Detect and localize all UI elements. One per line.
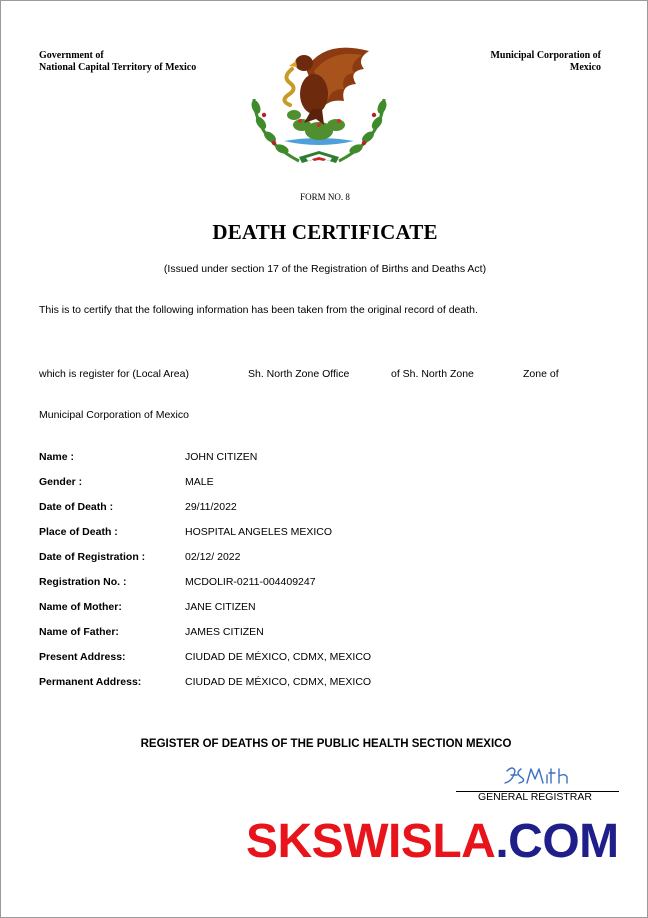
registration-local-area: which is register for (Local Area): [39, 368, 189, 380]
field-value: JOHN CITIZEN: [185, 451, 258, 463]
watermark-logo: [246, 813, 619, 871]
registration-zone: of Sh. North Zone: [391, 368, 474, 380]
field-value: 29/11/2022: [185, 501, 237, 513]
field-value: JANE CITIZEN: [185, 601, 256, 613]
registration-zone-of: Zone of: [523, 368, 559, 380]
field-row-registration-no: [39, 570, 599, 595]
header-government-line2: National Capital Territory of Mexico: [39, 62, 197, 73]
field-value: MCDOLIR-0211-004409247: [185, 576, 316, 588]
watermark-text-main: SKSWISLA: [246, 815, 496, 868]
registrar-title: GENERAL REGISTRAR: [478, 791, 592, 803]
field-row-permanent-address: [39, 670, 599, 695]
registrar-signature: [501, 763, 573, 787]
field-label: Gender :: [39, 476, 83, 488]
field-row-name: [39, 445, 599, 470]
municipal-corporation: Municipal Corporation of Mexico: [39, 409, 189, 421]
mexican-coat-of-arms-eagle-icon: [244, 39, 394, 167]
header-government-line1: Government of: [39, 50, 104, 61]
field-value: MALE: [185, 476, 214, 488]
registration-office: Sh. North Zone Office: [248, 368, 350, 380]
field-label: Registration No. :: [39, 576, 127, 588]
watermark-text-domain: .COM: [495, 815, 619, 868]
field-label: Name :: [39, 451, 75, 463]
field-row-present-address: [39, 645, 599, 670]
field-value: 02/12/ 2022: [185, 551, 241, 563]
field-row-date-of-death: [39, 495, 599, 520]
field-row-name-of-father: [39, 620, 599, 645]
document-subtitle: (Issued under section 17 of the Registration of Births and Deaths Act): [163, 263, 487, 275]
header-municipal-line1: Municipal Corporation of: [490, 50, 601, 61]
field-label: Date of Registration :: [39, 551, 146, 563]
field-value: CIUDAD DE MÉXICO, CDMX, MEXICO: [185, 676, 372, 688]
field-label: Permanent Address:: [39, 676, 142, 688]
field-label: Place of Death :: [39, 526, 118, 538]
field-label: Date of Death :: [39, 501, 114, 513]
field-row-date-of-registration: [39, 545, 599, 570]
header-municipal: [490, 50, 601, 74]
header-government: [39, 50, 196, 74]
header-municipal-line2: Mexico: [569, 62, 601, 73]
document-title: DEATH CERTIFICATE: [212, 220, 438, 244]
record-fields: [39, 445, 599, 695]
field-label: Name of Father:: [39, 626, 119, 638]
field-value: CIUDAD DE MÉXICO, CDMX, MEXICO: [185, 651, 372, 663]
field-row-place-of-death: [39, 520, 599, 545]
field-label: Present Address:: [39, 651, 126, 663]
field-row-name-of-mother: [39, 595, 599, 620]
register-title: REGISTER OF DEATHS OF THE PUBLIC HEALTH SECTION MEXICO: [140, 738, 512, 750]
form-number: FORM NO. 8: [300, 192, 350, 202]
field-row-gender: [39, 470, 599, 495]
certify-statement: This is to certify that the following information has been taken from the original record of death.: [39, 304, 478, 316]
field-value: HOSPITAL ANGELES MEXICO: [185, 526, 333, 538]
field-label: Name of Mother:: [39, 601, 122, 613]
field-value: JAMES CITIZEN: [185, 626, 264, 638]
